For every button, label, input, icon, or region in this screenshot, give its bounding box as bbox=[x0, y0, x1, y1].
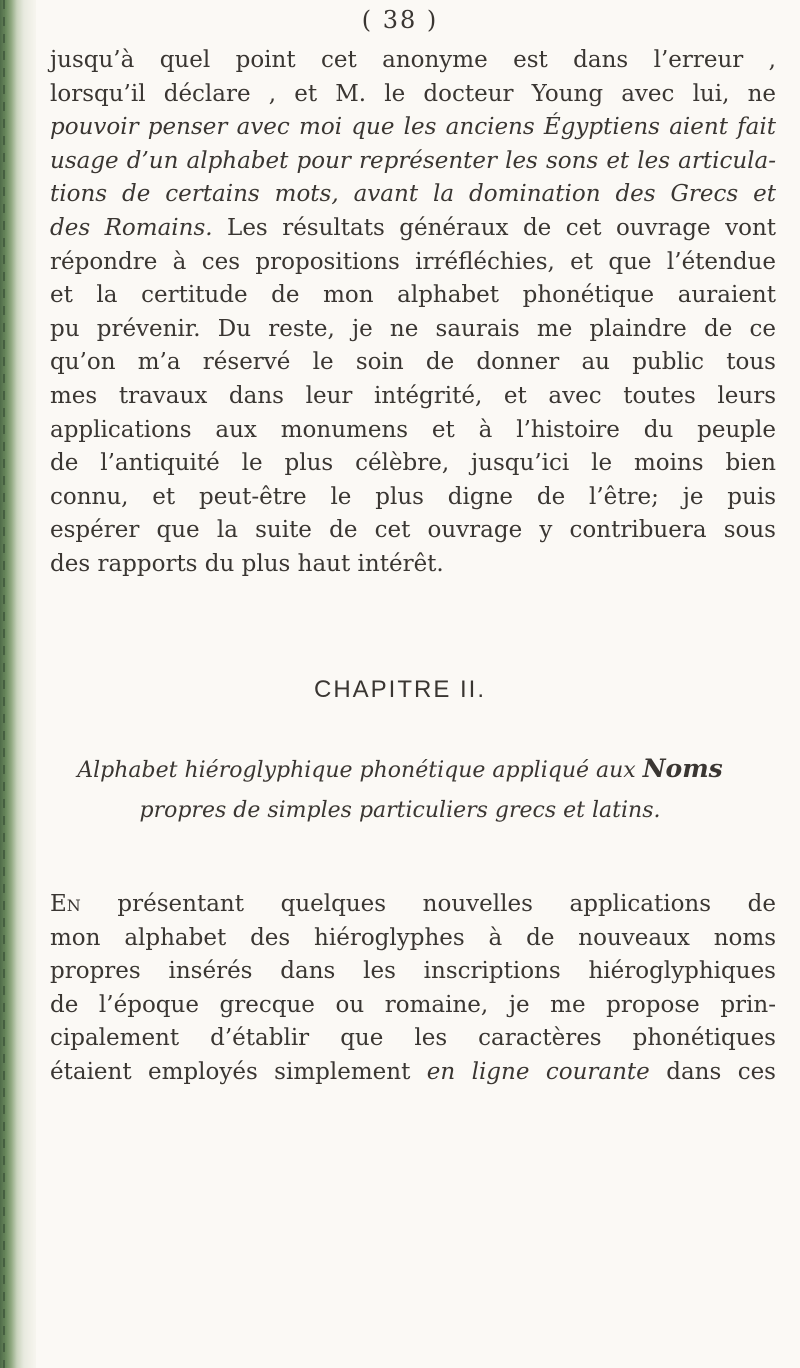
small-caps-text: En bbox=[50, 891, 81, 917]
text-line: répondre à ces propositions irréfléchies, et que l’étendue bbox=[50, 248, 776, 275]
text-line: qu’on m’a réservé le soin de donner au public tous bbox=[50, 349, 776, 376]
text-line: de l’antiquité le plus célèbre, jusqu’ici le moins bien bbox=[50, 450, 776, 477]
page-number: ( 38 ) bbox=[361, 6, 439, 34]
text-line bbox=[50, 178, 776, 212]
text-span: dans ces bbox=[649, 1058, 776, 1085]
text-line bbox=[50, 888, 776, 922]
text-line: et la certitude de mon alphabet phonétique auraient bbox=[50, 282, 776, 309]
text-line: espérer que la suite de cet ouvrage y contribuera sous bbox=[50, 517, 776, 544]
text-line bbox=[50, 145, 776, 179]
paragraph-1 bbox=[50, 44, 776, 582]
italic-text: pouvoir penser avec moi que les anciens Égyptiens aient fait bbox=[50, 114, 776, 141]
text-line: lorsqu’il déclare , et M. le docteur Young avec lui, ne bbox=[50, 80, 776, 107]
text-line: mes travaux dans leur intégrité, et avec toutes leurs bbox=[50, 382, 776, 409]
paragraph-2 bbox=[50, 888, 776, 1090]
italic-text: usage d’un alphabet pour représenter les sons et les articula- bbox=[50, 147, 776, 174]
text-line: des rapports du plus haut intérêt. bbox=[50, 550, 444, 577]
text-line bbox=[50, 1056, 776, 1090]
text-span: présentant quelques nouvelles applications de bbox=[80, 891, 776, 917]
text-line bbox=[50, 212, 776, 246]
chapter-subtitle bbox=[0, 754, 800, 783]
text-line bbox=[50, 111, 776, 145]
italic-text: des Romains. bbox=[50, 214, 213, 241]
text-line: pu prévenir. Du reste, je ne saurais me plaindre de ce bbox=[50, 315, 776, 342]
text-line: jusqu’à quel point cet anonyme est dans l’erreur , bbox=[50, 47, 776, 73]
chapter-title: CHAPITRE II. bbox=[313, 676, 487, 703]
italic-text: en ligne courante bbox=[426, 1058, 650, 1085]
text-span: Les résultats généraux de cet ouvrage vont bbox=[212, 214, 777, 241]
text-line: mon alphabet des hiéroglyphes à de nouveaux noms bbox=[50, 924, 776, 951]
text-line: applications aux monumens et à l’histoire du peuple bbox=[50, 416, 776, 443]
text-line: propres insérés dans les inscriptions hiéroglyphiques bbox=[50, 958, 776, 985]
chapter-subtitle-line-2: propres de simples particuliers grecs et latins. bbox=[139, 798, 661, 823]
subtitle-bold-text: Noms bbox=[642, 754, 723, 783]
text-line: de l’époque grecque ou romaine, je me propose prin- bbox=[50, 991, 776, 1018]
text-span: étaient employés simplement bbox=[50, 1058, 427, 1085]
text-line: connu, et peut-être le plus digne de l’être; je puis bbox=[50, 483, 776, 510]
subtitle-text: Alphabet hiéroglyphique phonétique appliqué aux bbox=[77, 758, 643, 783]
italic-text: tions de certains mots, avant la domination des Grecs et bbox=[50, 181, 776, 208]
text-line: cipalement d’établir que les caractères phonétiques bbox=[50, 1025, 776, 1052]
